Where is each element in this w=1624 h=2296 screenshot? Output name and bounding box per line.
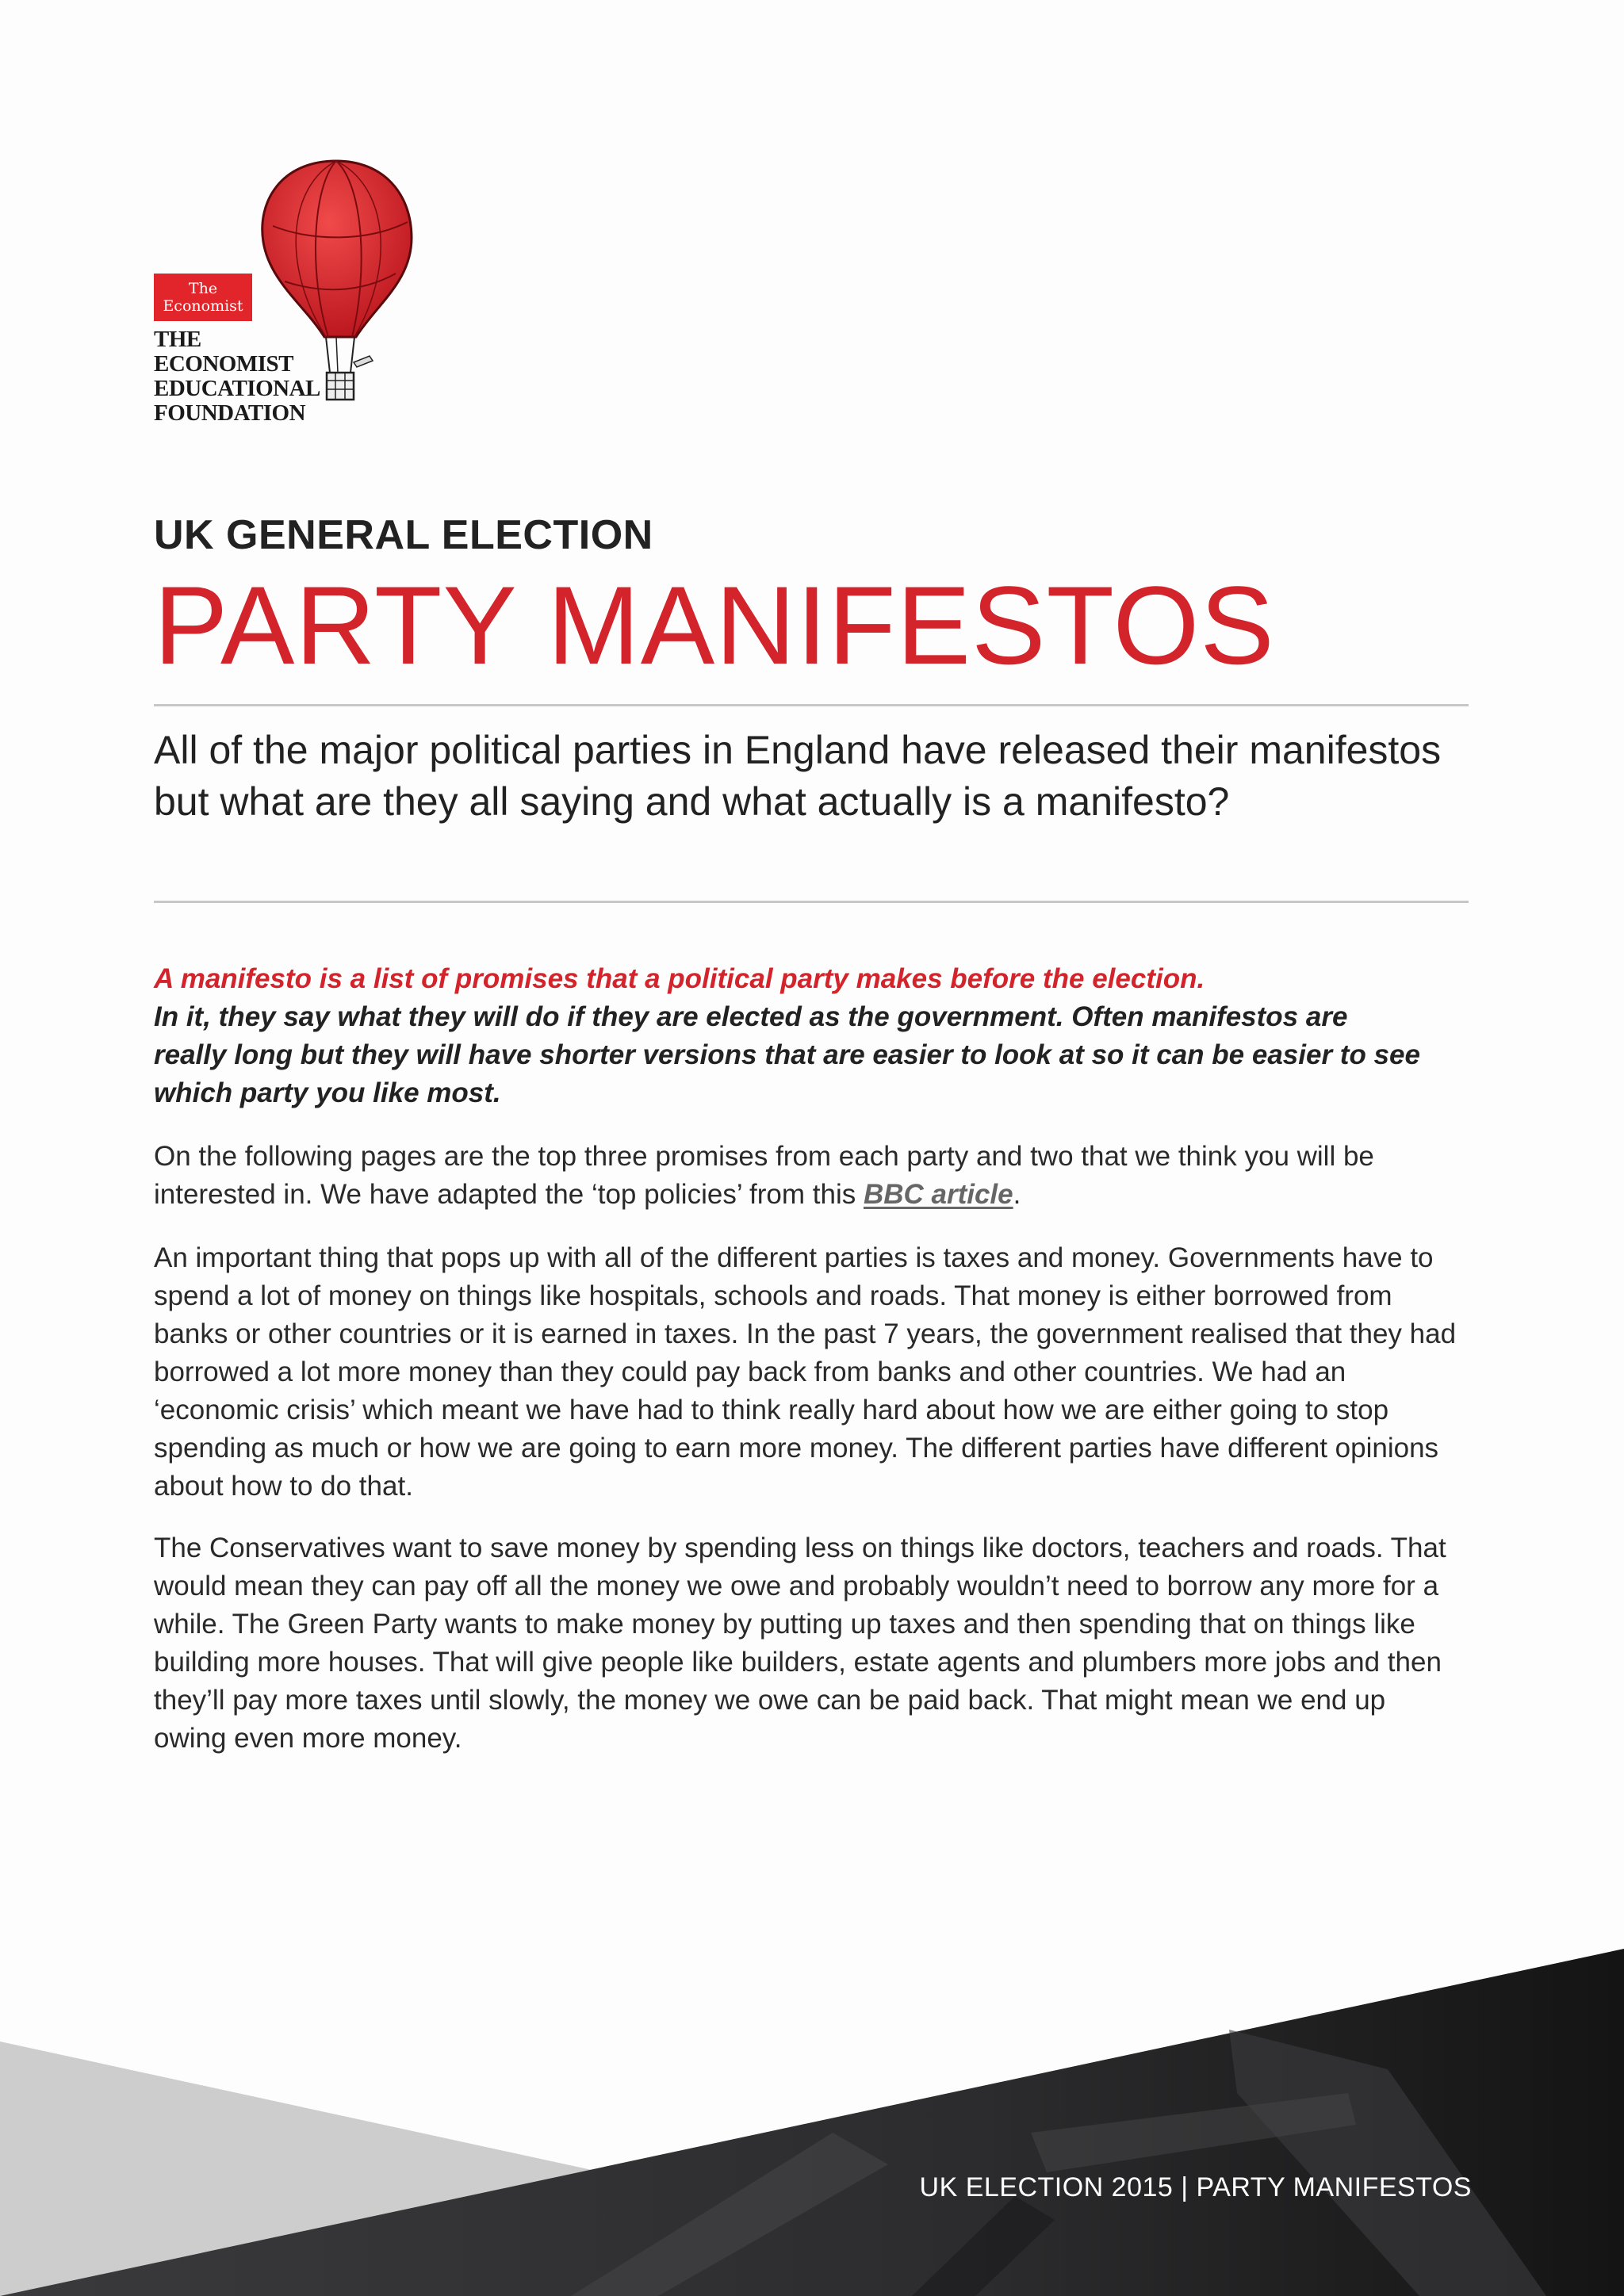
manifesto-definition: A manifesto is a list of promises that a political party makes before the election. (154, 963, 1205, 994)
manifesto-explanation: In it, they say what they will do if they are elected as the government. Often manifestos are really long but they will have shorter versions that are easier to look at so it can be easier to see which party you like most. (154, 1001, 1420, 1108)
lead-question: All of the major political parties in England have released their manifestos but what are they all saying and what actually is a manifesto? (154, 728, 1442, 824)
paragraph-following-pages (154, 1138, 1462, 1214)
badge-line-2: Economist (163, 297, 243, 315)
paragraph-1-text: On the following pages are the top three promises from each party and two that we think you will be interested in. We have adapted the ‘top policies’ from this (154, 1141, 1374, 1210)
divider-top (154, 704, 1469, 706)
foundation-name-line-3: FOUNDATION (154, 400, 306, 426)
foundation-name-line-1: THE ECONOMIST (154, 327, 293, 377)
paragraph-party-approaches: The Conservatives want to save money by spending less on things like doctors, teachers and roads. That would mean they can pay off all the money we owe and probably wouldn’t need to borrow any more for a while. The Green Party wants to make money by putting up taxes and then spending that on things like building more houses. That will give people like builders, estate agents and plumbers more jobs and then they’ll pay more taxes until slowly, the money we owe can be paid back. That might mean we end up owing even more money. (154, 1533, 1446, 1754)
footer-graphic (0, 1934, 1624, 2296)
footer-label: UK ELECTION 2015 | PARTY MANIFESTOS (919, 2172, 1472, 2202)
page-title: PARTY MANIFESTOS (154, 563, 1275, 687)
paragraph-taxes-money: An important thing that pops up with all of the different parties is taxes and money. Governments have to spend a lot of money on things like hospitals, schools and roads. That money is either borrowed from banks or other countries or it is earned in taxes. In the past 7 years, the government realised that they had borrowed a lot more money than they could pay back from banks and other countries. We had an ‘economic crisis’ which meant we have had to think really hard about how we are either going to stop spending as much or how we are going to earn more money. The different parties have different opinions about how to do that. (154, 1242, 1457, 1502)
economist-badge (154, 274, 252, 321)
foundation-name-line-2: EDUCATIONAL (154, 376, 320, 401)
foundation-name (154, 327, 344, 426)
badge-line-1: The (188, 280, 218, 297)
page-kicker: UK GENERAL ELECTION (154, 512, 653, 558)
divider-bottom (154, 901, 1469, 903)
bbc-article-link[interactable]: BBC article (863, 1179, 1013, 1210)
economist-foundation-logo (154, 155, 423, 426)
paragraph-1-end: . (1013, 1179, 1021, 1210)
